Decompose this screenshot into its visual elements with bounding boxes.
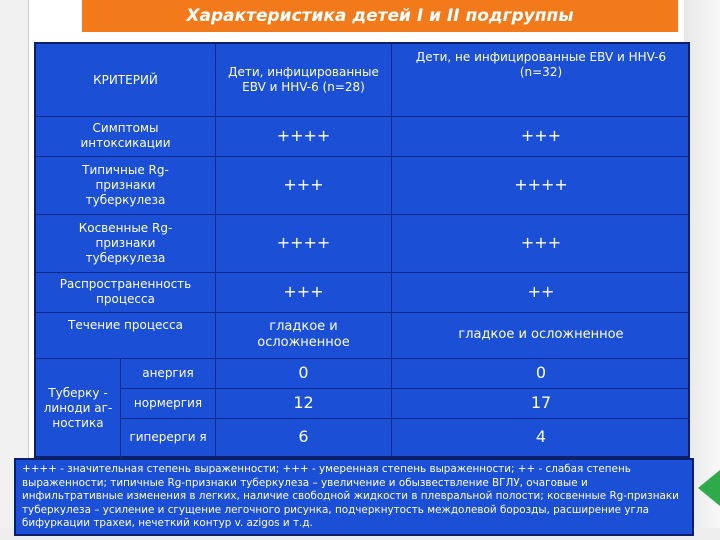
tuberculin-group2-value: 17 [530, 393, 552, 412]
footnote-box [14, 458, 694, 536]
row-criterion: Симптомы интоксикации [80, 121, 171, 150]
tuberculin-subrow-label: гиперерги я [129, 429, 207, 444]
tuberculin-group2-value: 4 [535, 427, 547, 446]
row-group1-value: ++++ [276, 233, 331, 252]
row-group1-value: +++ [283, 282, 324, 301]
row-criterion: Косвенные Rg-признаки туберкулеза [78, 220, 173, 265]
row-criterion: Распространенность процесса [59, 277, 192, 306]
row-group2-value: +++ [520, 233, 562, 252]
row-group2-value: гладкое и осложненное [458, 326, 624, 342]
header-group1: Дети, инфицированные EBV и HHV-6 (n=28) [228, 65, 379, 94]
row-group2-value: ++ [527, 282, 555, 301]
row-group2-value: +++ [520, 126, 562, 145]
tuberculin-label: Туберку - линоди аг- ностика [43, 385, 113, 430]
row-criterion: Течение процесса [68, 318, 183, 332]
row-group2-value: ++++ [514, 175, 568, 194]
tuberculin-group1-value: 0 [298, 363, 309, 382]
tuberculin-group1-value: 12 [293, 393, 314, 412]
tuberculin-subrow-label: нормергия [133, 395, 203, 410]
footnote-text: ++++ - значительная степень выраженности; +++ - умеренная степень выраженности; ++ - слабая степень выраженности; типичные Rg-признаки туберкулеза – увеличение и обызвествление ВГЛУ, очаговые и инфильтративные изменения в легких, наличие свободной жидкости в плевральной полости; косвенные Rg-признаки туберкулеза – усиление и сгущение легочного рисунка, подчеркнутость междолевой борозды, расширение угла бифуркации трахеи, нечеткий контур v. azigos и т.д. [22, 463, 679, 530]
row-group1-value: +++ [283, 175, 324, 194]
header-criterion: КРИТЕРИЙ [93, 72, 158, 87]
row-group1-value: гладкое и осложненное [257, 318, 350, 350]
row-group1-value: ++++ [276, 126, 331, 145]
comparison-table [34, 42, 690, 458]
row-criterion: Типичные Rg-признаки туберкулеза [82, 162, 169, 207]
slide-title-bar [82, 0, 678, 32]
header-group2: Дети, не инфицированные EBV и HHV-6 (n=32) [415, 50, 667, 79]
slide-title: Характеристика детей I и II подгруппы [186, 6, 574, 26]
green-arrow-icon [698, 470, 720, 506]
tuberculin-group1-value: 6 [298, 427, 309, 446]
tuberculin-subrow-label: анергия [142, 365, 194, 380]
tuberculin-group2-value: 0 [535, 363, 547, 382]
